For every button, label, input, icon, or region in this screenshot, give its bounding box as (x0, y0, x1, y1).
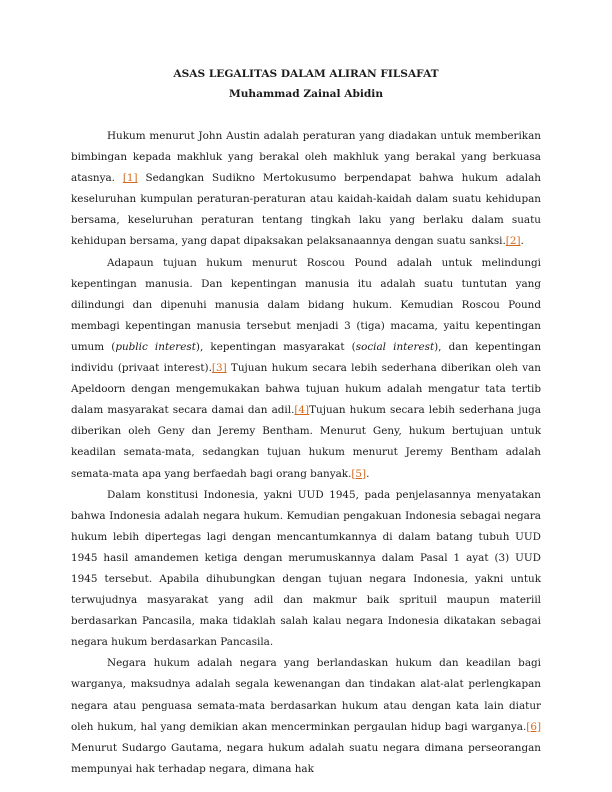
paragraph (71, 485, 541, 654)
footnote-link[interactable]: [1] (122, 172, 138, 185)
text-run: . (366, 467, 370, 480)
italic-term: public interest (115, 340, 196, 353)
paragraph (71, 126, 541, 253)
footnote-link[interactable]: [3] (211, 362, 227, 375)
footnote-link[interactable]: [4] (294, 404, 310, 417)
text-run: Menurut Sudargo Gautama, negara hukum adalah suatu negara dimana perseorangan mempunyai hak terhadap negara, dimana hak (71, 741, 541, 775)
text-run: Dalam konstitusi Indonesia, yakni UUD 1945, pada penjelasannya menyatakan bahwa Indonesia adalah negara hukum. Kemudian pengakuan Indonesia sebagai negara hukum lebih dipertegas lagi dengan mencantumkannya di dalam batang tubuh UUD 1945 hasil amandemen ketiga dengan merumuskannya dalam Pasal 1 ayat (3) UUD 1945 tersebut. Apabila dihubungkan dengan tujuan negara Indonesia, yakni untuk terwujudnya masyarakat yang adil dan makmur baik sprituil maupun materiil berdasarkan Pancasila, maka tidaklah salah kalau negara Indonesia dikatakan sebagai negara hukum berdasarkan Pancasila. (71, 488, 541, 649)
document-page (71, 64, 541, 780)
document-body (71, 126, 541, 780)
text-run: Adapaun tujuan hukum menurut Roscou Pound adalah untuk melindungi kepentingan manusia. Dan kepentingan manusia itu adalah suatu tuntutan yang dilindungi dan dipenuhi manusia dalam bidang hukum. Kemudian Roscou Pound membagi kepentingan manusia tersebut menjadi 3 (tiga) macama, yaitu kepentingan umum ( (71, 256, 541, 353)
text-run: Negara hukum adalah negara yang berlandaskan hukum dan keadilan bagi warganya, maksudnya adalah segala kewenangan dan tindakan alat-alat perlengkapan negara atau penguasa semata-mata berdasarkan hukum atau dengan kata lain diatur oleh hukum, hal yang demikian akan mencerminkan pergaulan hidup bagi warganya. (71, 657, 541, 733)
footnote-link[interactable]: [6] (526, 720, 541, 733)
text-run: ), dan kepentingan individu (privaat interest). (71, 340, 542, 375)
text-run: Sedangkan Sudikno Mertokusumo berpendapat bahwa hukum adalah keseluruhan kumpulan peraturan-peraturan atau kaidah-kaidah dalam suatu kehidupan bersama, keseluruhan peraturan tentang tingkah laku yang berlaku dalam suatu kehidupan bersama, yang dapat dipaksakan pelaksanaannya dengan suatu sanksi. (71, 172, 541, 248)
text-run: Tujuan hukum secara lebih sederhana diberikan oleh van Apeldoorn dengan mengemukakan bahwa tujuan hukum adalah mengatur tata tertib dalam masyarakat secara damai dan adil. (71, 362, 541, 417)
text-run: ), kepentingan masyarakat ( (195, 340, 356, 353)
footnote-link[interactable]: [2] (505, 235, 521, 248)
document-title: ASAS LEGALITAS DALAM ALIRAN FILSAFAT (173, 68, 439, 80)
document-author: Muhammad Zainal Abidin (228, 88, 384, 100)
text-run: . (520, 235, 524, 248)
italic-term: social interest (355, 340, 435, 353)
paragraph (71, 253, 541, 485)
text-run: Hukum menurut John Austin adalah peraturan yang diadakan untuk memberikan bimbingan kepada makhluk yang berakal oleh makhluk yang berakal yang berkuasa atasnya. (71, 130, 541, 185)
text-run: Tujuan hukum secara lebih sederhana juga diberikan oleh Geny dan Jeremy Bentham. Menurut Geny, hukum bertujuan untuk keadilan semata-mata, sedangkan tujuan hukum menurut Jeremy Bentham adalah semata-mata apa yang berfaedah bagi orang banyak. (71, 404, 541, 480)
paragraph (71, 653, 541, 780)
footnote-link[interactable]: [5] (351, 467, 367, 480)
